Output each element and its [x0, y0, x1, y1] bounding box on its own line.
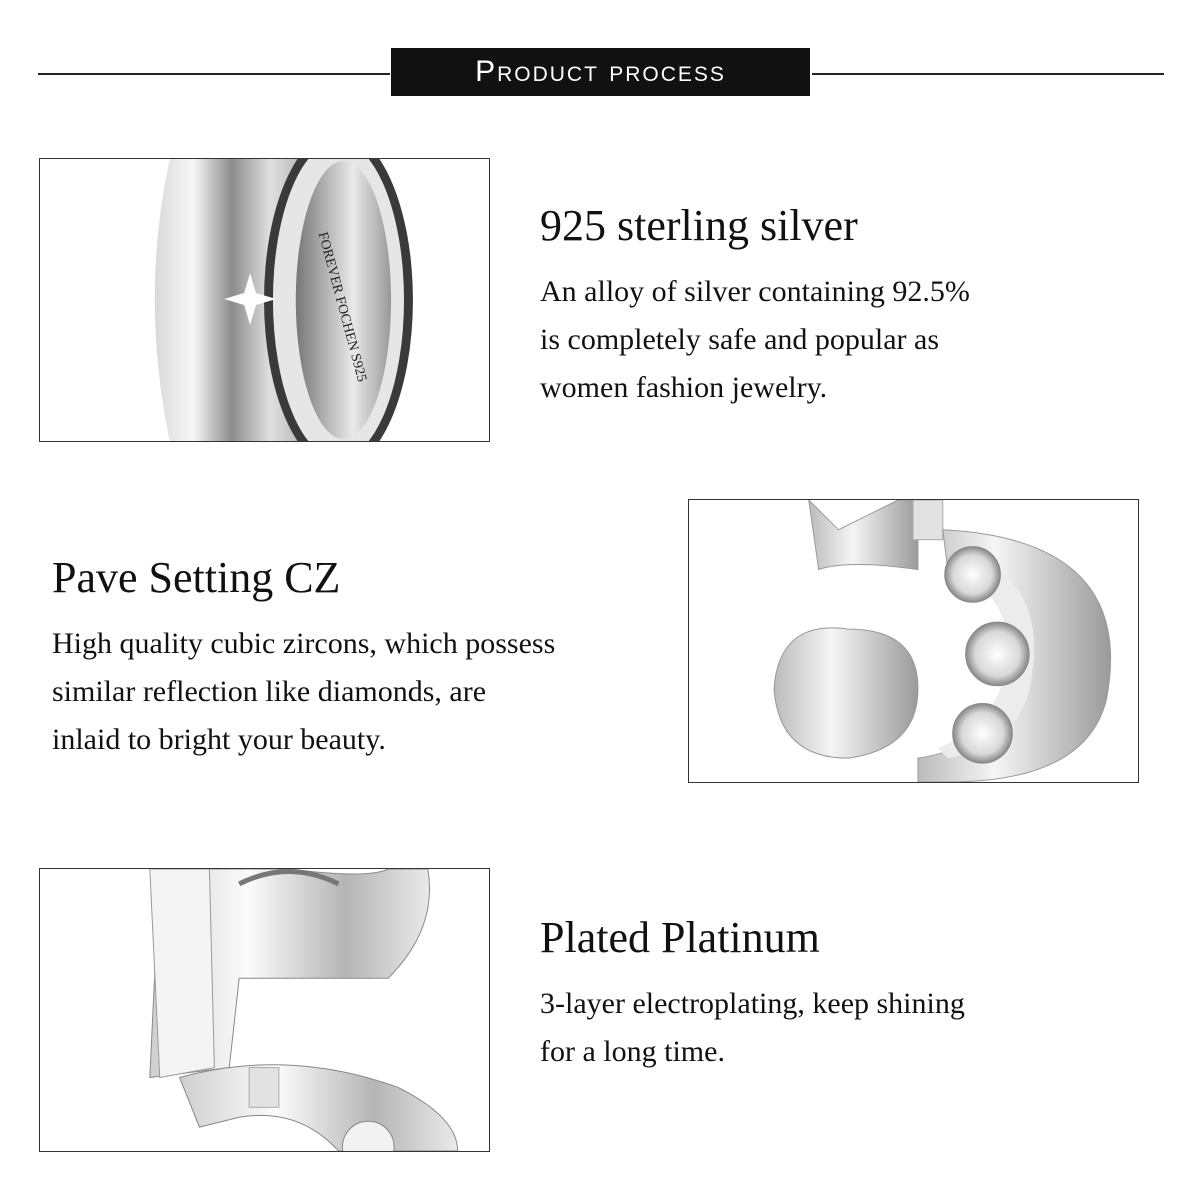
number-five-illustration	[40, 869, 489, 1151]
feature-title: Plated Platinum	[540, 913, 820, 962]
description-line: for a long time.	[540, 1035, 725, 1069]
silver-ring-illustration	[40, 159, 489, 441]
description-line: 3-layer electroplating, keep shining	[540, 987, 965, 1021]
number-five-charm-photo	[39, 868, 490, 1152]
silver-ring-photo	[39, 158, 490, 442]
zircon-charm-illustration	[689, 500, 1138, 782]
number-charm-zircon-photo	[688, 499, 1139, 783]
feature-description	[540, 980, 1160, 1076]
banner-title: Product process	[475, 55, 726, 88]
ring-engraving: FOREVER FOCHEN S925	[314, 230, 370, 384]
description-line: inlaid to bright your beauty.	[52, 723, 386, 757]
feature-description	[52, 620, 672, 764]
section-banner	[391, 48, 810, 96]
feature-sterling-silver	[540, 202, 1140, 412]
description-line: is completely safe and popular as	[540, 323, 940, 357]
feature-description	[540, 268, 1140, 412]
feature-title: Pave Setting CZ	[52, 553, 341, 602]
description-line: High quality cubic zircons, which possess	[52, 627, 556, 661]
description-line: An alloy of silver containing 92.5%	[540, 275, 970, 309]
description-line: women fashion jewelry.	[540, 371, 828, 405]
feature-title: 925 sterling silver	[540, 201, 858, 250]
header-rule-right	[812, 73, 1164, 75]
feature-plated-platinum	[540, 914, 1160, 1076]
feature-pave-setting	[52, 554, 672, 764]
header-rule-left	[38, 73, 390, 75]
description-line: similar reflection like diamonds, are	[52, 675, 487, 709]
